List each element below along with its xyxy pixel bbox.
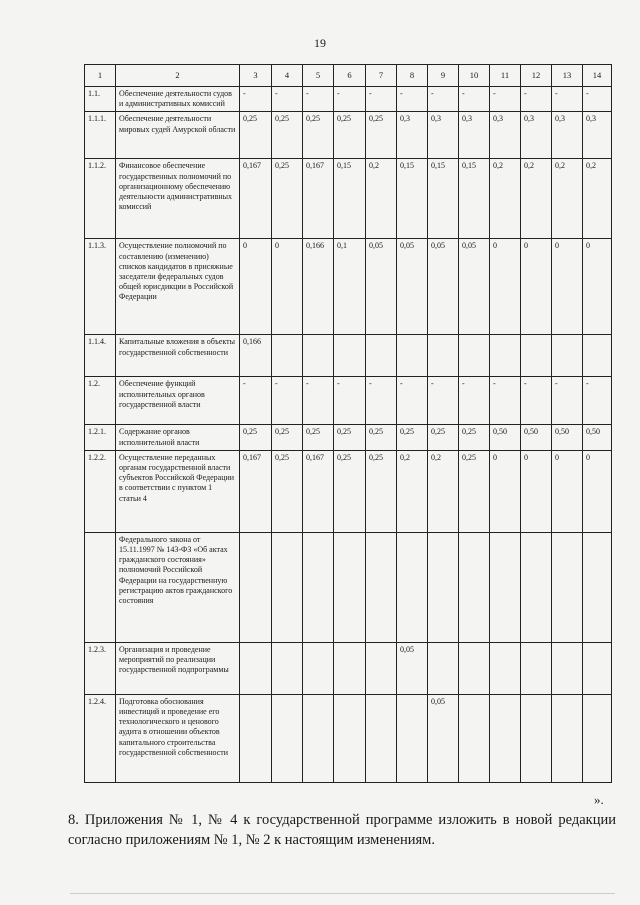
value-cell	[490, 694, 521, 782]
value-cell: 0,25	[272, 112, 303, 159]
value-cell	[428, 532, 459, 642]
value-cell: -	[303, 377, 334, 425]
value-cell: -	[552, 87, 583, 112]
table-body	[85, 65, 612, 783]
value-cell: 0,15	[428, 159, 459, 239]
row-description: Финансовое обеспечение государственных полномочий по организационному обеспечению деятельности административных комиссий	[116, 159, 240, 239]
value-cell	[521, 642, 552, 694]
header-cell: 3	[240, 65, 272, 87]
table-row	[85, 159, 612, 239]
value-cell: 0,3	[583, 112, 612, 159]
value-cell: 0,2	[397, 450, 428, 532]
value-cell: 0	[521, 239, 552, 335]
value-cell	[334, 642, 366, 694]
value-cell: 0,25	[272, 159, 303, 239]
value-cell	[303, 642, 334, 694]
closing-quote: ».	[594, 792, 604, 807]
value-cell: 0,50	[521, 425, 552, 450]
value-cell: 0,15	[459, 159, 490, 239]
value-cell: 0,50	[552, 425, 583, 450]
value-cell: 0,15	[397, 159, 428, 239]
value-cell	[583, 642, 612, 694]
value-cell: 0,50	[583, 425, 612, 450]
value-cell	[459, 642, 490, 694]
value-cell: 0,15	[334, 159, 366, 239]
value-cell: 0,3	[397, 112, 428, 159]
value-cell: 0,167	[303, 450, 334, 532]
value-cell: 0	[552, 450, 583, 532]
value-cell: -	[552, 377, 583, 425]
value-cell: 0,2	[521, 159, 552, 239]
value-cell: 0,2	[366, 159, 397, 239]
header-cell: 10	[459, 65, 490, 87]
row-number: 1.2.2.	[85, 450, 116, 532]
value-cell: 0,3	[521, 112, 552, 159]
value-cell	[303, 694, 334, 782]
value-cell: -	[583, 377, 612, 425]
value-cell	[272, 335, 303, 377]
value-cell: 0	[272, 239, 303, 335]
indicator-table	[84, 64, 612, 783]
value-cell: 0,25	[334, 450, 366, 532]
value-cell: 0,3	[428, 112, 459, 159]
table-row	[85, 112, 612, 159]
value-cell: -	[366, 87, 397, 112]
value-cell	[366, 335, 397, 377]
header-cell: 7	[366, 65, 397, 87]
row-number: 1.2.3.	[85, 642, 116, 694]
value-cell	[490, 532, 521, 642]
row-description: Капитальные вложения в объекты государственной собственности	[116, 335, 240, 377]
row-number: 1.2.	[85, 377, 116, 425]
value-cell: 0	[521, 450, 552, 532]
value-cell: -	[521, 87, 552, 112]
value-cell: 0,05	[428, 694, 459, 782]
value-cell: -	[397, 377, 428, 425]
value-cell: 0,25	[334, 112, 366, 159]
value-cell	[397, 532, 428, 642]
value-cell: 0,3	[490, 112, 521, 159]
value-cell	[334, 532, 366, 642]
amendment-paragraph: 8. Приложения № 1, № 4 к государственной программе изложить в новой редакции согласно приложениям № 1, № 2 к настоящим изменениям.	[68, 812, 616, 848]
value-cell: 0,05	[428, 239, 459, 335]
value-cell: -	[583, 87, 612, 112]
value-cell	[366, 532, 397, 642]
value-cell: -	[240, 87, 272, 112]
value-cell: 0,25	[272, 425, 303, 450]
row-description: Обеспечение функций исполнительных органов государственной власти	[116, 377, 240, 425]
value-cell	[521, 532, 552, 642]
value-cell	[459, 532, 490, 642]
value-cell	[303, 532, 334, 642]
table-row	[85, 335, 612, 377]
header-row	[85, 65, 612, 87]
value-cell: 0,25	[366, 450, 397, 532]
value-cell: 0,05	[459, 239, 490, 335]
value-cell	[459, 335, 490, 377]
value-cell	[583, 532, 612, 642]
table-row	[85, 532, 612, 642]
header-cell: 9	[428, 65, 459, 87]
value-cell: 0,25	[459, 425, 490, 450]
header-cell: 2	[116, 65, 240, 87]
value-cell	[428, 335, 459, 377]
value-cell: 0,25	[240, 425, 272, 450]
value-cell: -	[459, 87, 490, 112]
value-cell: 0	[583, 239, 612, 335]
value-cell: -	[490, 87, 521, 112]
value-cell: 0,50	[490, 425, 521, 450]
value-cell: 0,25	[459, 450, 490, 532]
row-number: 1.1.4.	[85, 335, 116, 377]
value-cell	[428, 642, 459, 694]
header-cell: 6	[334, 65, 366, 87]
header-cell: 14	[583, 65, 612, 87]
row-description: Обеспечение деятельности судов и административных комиссий	[116, 87, 240, 112]
value-cell: 0,166	[303, 239, 334, 335]
value-cell	[552, 694, 583, 782]
row-description: Осуществление полномочий по составлению (изменению) списков кандидатов в присяжные заседатели федеральных судов общей юрисдикции в Российской Федерации	[116, 239, 240, 335]
value-cell	[397, 335, 428, 377]
value-cell: 0,25	[428, 425, 459, 450]
header-cell: 11	[490, 65, 521, 87]
value-cell	[334, 335, 366, 377]
row-number: 1.1.	[85, 87, 116, 112]
value-cell: -	[490, 377, 521, 425]
value-cell: -	[459, 377, 490, 425]
value-cell	[272, 532, 303, 642]
row-description: Федерального закона от 15.11.1997 № 143-ФЗ «Об актах гражданского состояния» полномочий Российской Федерации на государственную регистрацию актов гражданского состояния	[116, 532, 240, 642]
value-cell	[459, 694, 490, 782]
value-cell	[366, 642, 397, 694]
value-cell: 0,25	[272, 450, 303, 532]
value-cell	[552, 335, 583, 377]
page-number: 19	[314, 36, 326, 50]
value-cell: 0,2	[428, 450, 459, 532]
value-cell: 0,05	[366, 239, 397, 335]
value-cell: 0	[490, 239, 521, 335]
header-cell: 13	[552, 65, 583, 87]
header-cell: 8	[397, 65, 428, 87]
value-cell	[240, 642, 272, 694]
value-cell: -	[397, 87, 428, 112]
value-cell	[552, 642, 583, 694]
value-cell	[490, 642, 521, 694]
table-row	[85, 239, 612, 335]
value-cell: 0,2	[583, 159, 612, 239]
row-description: Осуществление переданных органам государственной власти субъектов Российской Федерации в соответствии с пунктом 1 статьи 4	[116, 450, 240, 532]
row-number	[85, 532, 116, 642]
row-number: 1.1.1.	[85, 112, 116, 159]
header-cell: 5	[303, 65, 334, 87]
table-row	[85, 450, 612, 532]
value-cell: -	[272, 87, 303, 112]
row-number: 1.2.4.	[85, 694, 116, 782]
bottom-divider	[70, 893, 615, 894]
row-description: Содержание органов исполнительной власти	[116, 425, 240, 450]
row-description: Подготовка обоснования инвестиций и проведение его технологического и ценового аудита в отношении объектов капитального строительства государственной собственности	[116, 694, 240, 782]
table-row	[85, 377, 612, 425]
row-number: 1.1.2.	[85, 159, 116, 239]
value-cell: 0,167	[303, 159, 334, 239]
value-cell	[240, 532, 272, 642]
value-cell: 0,25	[366, 112, 397, 159]
value-cell	[583, 694, 612, 782]
header-cell: 12	[521, 65, 552, 87]
value-cell	[303, 335, 334, 377]
row-number: 1.2.1.	[85, 425, 116, 450]
value-cell: 0,1	[334, 239, 366, 335]
value-cell: 0,25	[334, 425, 366, 450]
value-cell: 0,2	[552, 159, 583, 239]
value-cell: 0,25	[366, 425, 397, 450]
row-description: Организация и проведение мероприятий по реализации государственной подпрограммы	[116, 642, 240, 694]
value-cell	[240, 694, 272, 782]
row-description: Обеспечение деятельности мировых судей Амурской области	[116, 112, 240, 159]
table-row	[85, 642, 612, 694]
header-cell: 4	[272, 65, 303, 87]
value-cell	[583, 335, 612, 377]
value-cell: -	[521, 377, 552, 425]
value-cell: -	[334, 377, 366, 425]
table-row	[85, 694, 612, 782]
value-cell	[521, 694, 552, 782]
value-cell	[552, 532, 583, 642]
value-cell	[490, 335, 521, 377]
value-cell: 0,25	[240, 112, 272, 159]
value-cell: 0	[490, 450, 521, 532]
table-row	[85, 87, 612, 112]
value-cell: 0,3	[552, 112, 583, 159]
value-cell: 0,25	[303, 425, 334, 450]
value-cell: 0,25	[397, 425, 428, 450]
table-row	[85, 425, 612, 450]
value-cell: -	[272, 377, 303, 425]
value-cell: 0,05	[397, 642, 428, 694]
value-cell	[272, 694, 303, 782]
value-cell: 0	[240, 239, 272, 335]
header-cell: 1	[85, 65, 116, 87]
row-number: 1.1.3.	[85, 239, 116, 335]
value-cell: 0,167	[240, 159, 272, 239]
value-cell	[366, 694, 397, 782]
value-cell	[334, 694, 366, 782]
value-cell: 0	[552, 239, 583, 335]
value-cell: 0,05	[397, 239, 428, 335]
value-cell	[272, 642, 303, 694]
value-cell: 0,3	[459, 112, 490, 159]
value-cell: 0,25	[303, 112, 334, 159]
value-cell: -	[303, 87, 334, 112]
value-cell: -	[428, 87, 459, 112]
value-cell	[521, 335, 552, 377]
value-cell: -	[240, 377, 272, 425]
value-cell: 0,167	[240, 450, 272, 532]
value-cell: -	[428, 377, 459, 425]
value-cell: 0	[583, 450, 612, 532]
value-cell: -	[334, 87, 366, 112]
value-cell	[397, 694, 428, 782]
value-cell: 0,2	[490, 159, 521, 239]
value-cell: 0,166	[240, 335, 272, 377]
value-cell: -	[366, 377, 397, 425]
